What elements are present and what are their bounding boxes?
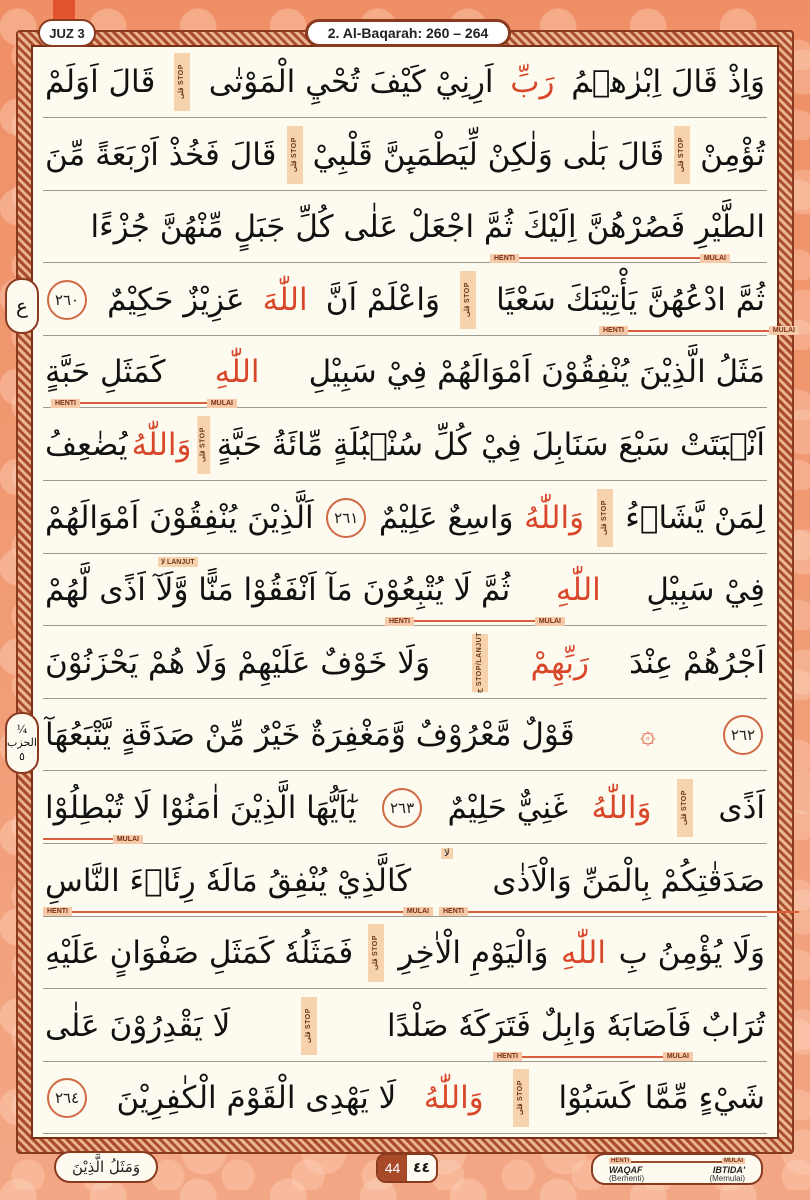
verse-text: وَلَا خَوْفٌ عَلَيْهِمْ وَلَا هُمْ يَحْزَنُوْنَ: [45, 644, 431, 681]
verse-text: وَاعْلَمْ اَنَّ: [325, 281, 440, 318]
verse-text: اَرِنِيْ كَيْفَ تُحْيِ الْمَوْتٰى: [208, 64, 494, 100]
juz-label: JUZ 3: [38, 19, 96, 47]
highlighted-word: وَاللّٰهُ: [423, 1080, 484, 1117]
waqf-line: [468, 911, 799, 913]
henti-tag: HENTI: [599, 326, 628, 335]
ayah-number-marker: ٢٦١: [326, 498, 366, 538]
surah-title: 2. Al-Baqarah: 260 – 264: [305, 19, 511, 47]
verse-text: لَا يَقْدِرُوْنَ عَلٰى: [45, 1007, 231, 1044]
ayah-number-marker: ٢٦٠: [47, 280, 87, 320]
verse-text: تُؤْمِنْ: [700, 136, 765, 173]
verse-text: لِمَنْ يَّشَاۤءُ: [625, 499, 765, 536]
verse-text: يٰٓاَيُّهَا الَّذِيْنَ اٰمَنُوْا لَا تُبْطِلُوْا: [45, 790, 357, 826]
hizb-word: الحزب: [7, 736, 37, 750]
henti-tag: HENTI: [493, 1052, 522, 1061]
waqf-ibtida-mark: [51, 397, 237, 409]
verse-text: قَالَ بَلٰى وَلٰكِنْ لِّيَطْمَىِٕنَّ قَلْبِيْ: [312, 136, 665, 173]
verse-text: اَذًى: [718, 790, 765, 826]
henti-tag: HENTI: [439, 907, 468, 916]
verse-text: ثُمَّ ادْعُهُنَّ يَأْتِيْنَكَ سَعْيًا: [496, 281, 765, 318]
highlighted-word: وَاللّٰهُ: [524, 499, 585, 536]
page-number-arabic: ٤٤: [407, 1155, 436, 1181]
mulai-tag: MULAI: [769, 326, 799, 335]
la-mark: لا: [441, 848, 453, 859]
stop-mark: STOP قلى: [460, 271, 476, 329]
highlighted-word: اللّٰهِ: [561, 935, 606, 972]
mulai-tag: MULAI: [207, 399, 237, 408]
verse-text: اَلَّذِيْنَ يُنْفِقُوْنَ اَمْوَالَهُمْ: [45, 499, 314, 536]
verse-text: الطَّيْرِ فَصُرْهُنَّ اِلَيْكَ ثُمَّ اجْعَلْ عَلٰى كُلِّ جَبَلٍ مِّنْهُنَّ جُزْءًا: [90, 209, 765, 246]
highlighted-word: وَاللّٰهُ: [131, 427, 192, 463]
text-line: [43, 483, 767, 554]
verse-text: وَلَا يُؤْمِنُ بِ: [618, 935, 765, 972]
mulai-tag: MULAI: [700, 254, 730, 263]
waqf-ibtida-mark: [599, 325, 799, 337]
stop-mark: STOP قلى: [301, 997, 317, 1055]
legend-henti-tag: HENTI: [611, 1158, 629, 1164]
verse-text: يُضٰعِفُ: [45, 427, 128, 463]
quran-page-text: [33, 47, 795, 1137]
verse-text: عَزِيْزٌ حَكِيْمٌ: [107, 281, 245, 318]
highlighted-word: اللّٰهِ: [555, 572, 601, 609]
hizb-marker: [5, 712, 39, 774]
verse-text: غَنِيٌّ حَلِيْمٌ: [447, 790, 569, 826]
stop-mark: STOP قلى: [513, 1069, 529, 1127]
verse-text: كَالَّذِيْ يُنْفِقُ مَالَهٗ رِئَاۤءَ النَّاسِ: [45, 862, 412, 899]
waqf-line: [43, 838, 113, 840]
verse-text: وَاسِعٌ عَلِيْمٌ: [378, 499, 514, 536]
mulai-tag: MULAI: [113, 835, 143, 844]
waqf-ibtida-mark: [493, 1051, 693, 1063]
henti-tag: HENTI: [385, 617, 414, 626]
mulai-tag: MULAI: [535, 617, 565, 626]
waqf-line: [628, 330, 769, 332]
legend-waqaf: WAQAF: [609, 1165, 643, 1175]
highlighted-word: اللّٰهِ: [214, 354, 260, 391]
text-line: [43, 410, 767, 481]
highlighted-word: اللّٰهَ: [262, 281, 308, 318]
verse-text: ثُمَّ لَا يُتْبِعُوْنَ مَآ اَنْفَقُوْا مَنًّا وَّلَآ اَذًى لَّهُمْ: [45, 572, 511, 609]
text-line: [43, 700, 767, 771]
legend-ibtida: IBTIDA': [712, 1165, 745, 1175]
verse-text: كَمَثَلِ حَبَّةٍ: [45, 354, 166, 391]
henti-tag: HENTI: [43, 907, 72, 916]
verse-text: فِيْ سَبِيْلِ: [646, 572, 765, 609]
verse-text: اَنْۢبَتَتْ سَبْعَ سَنَابِلَ فِيْ كُلِّ سُنْۢبُلَةٍ مِّائَةُ حَبَّةٍ: [216, 427, 765, 463]
mulai-tag: MULAI: [663, 1052, 693, 1061]
henti-tag: HENTI: [490, 254, 519, 263]
stop-mark: STOP قلى: [597, 489, 613, 547]
waqf-line: [72, 911, 403, 913]
verse-text: فَمَثَلُهٗ كَمَثَلِ صَفْوَانٍ عَلَيْهِ: [45, 935, 354, 972]
ayah-number-marker: ٢٦٤: [47, 1078, 87, 1118]
sajdah-ornament-icon: ۞: [640, 720, 656, 751]
verse-text: اَجْرُهُمْ عِنْدَ: [629, 644, 765, 681]
waqf-line: [522, 1056, 663, 1058]
page-number-latin: 44: [378, 1155, 407, 1181]
highlighted-word: رَبِّ: [510, 64, 555, 100]
text-line: [43, 1063, 767, 1134]
hizb-number: ٥: [19, 749, 25, 763]
waqf-ibtida-mark: [490, 252, 730, 264]
stop-mark: STOP قلى: [287, 126, 303, 184]
page-number: [376, 1153, 438, 1183]
legend-mulai-tag: MULAI: [724, 1158, 743, 1164]
next-page-catchword: [54, 1151, 158, 1183]
stop-lanjut-mark: STOP/LANJUT ج: [472, 634, 488, 692]
legend-waqaf-sub: (Berhenti): [609, 1174, 645, 1183]
text-line: [43, 120, 767, 191]
ain-symbol: ع: [16, 294, 28, 318]
waqf-line: [80, 402, 207, 404]
verse-text: قَالَ اَوَلَمْ: [45, 64, 156, 100]
text-line: [43, 773, 767, 844]
catchword-text: وَمَثَلُ الَّذِيْنَ: [71, 1158, 141, 1176]
mulai-tag: MULAI: [403, 907, 433, 916]
verse-text: تُرَابٌ فَاَصَابَهٗ وَابِلٌ فَتَرَكَهٗ صَلْدًا: [386, 1007, 765, 1044]
verse-text: شَيْءٍ مِّمَّا كَسَبُوْا: [558, 1080, 765, 1117]
stop-mark: STOP قلى: [174, 53, 190, 111]
highlighted-word: رَبِّهِمْ: [530, 644, 589, 681]
hizb-fraction: ¼: [16, 723, 28, 737]
henti-tag: HENTI: [51, 399, 80, 408]
waqf-line: [414, 620, 535, 622]
verse-text: قَالَ فَخُذْ اَرْبَعَةً مِّنَ: [45, 136, 277, 173]
verse-text: لَا يَهْدِى الْقَوْمَ الْكٰفِرِيْنَ: [116, 1080, 397, 1117]
verse-text: وَالْيَوْمِ الْاٰخِرِ: [398, 935, 549, 972]
text-line: [43, 628, 767, 699]
stop-mark: STOP قلى: [674, 126, 690, 184]
ayah-number-marker: ٢٦٢: [723, 715, 763, 755]
stop-mark: STOP قلى: [368, 924, 384, 982]
verse-text: صَدَقٰتِكُمْ بِالْمَنِّ وَالْاَذٰى: [492, 862, 765, 899]
waqf-ibtida-mark: [43, 906, 433, 918]
ruku-marker: [5, 278, 39, 334]
verse-text: وَاِذْ قَالَ اِبْرٰهٖمُ: [571, 64, 765, 100]
ayah-number-marker: ٢٦٣: [382, 788, 422, 828]
text-line: [43, 918, 767, 989]
waqf-ibtida-mark: [439, 906, 799, 918]
waqf-legend: [591, 1153, 763, 1185]
verse-text: قَوْلٌ مَّعْرُوْفٌ وَّمَغْفِرَةٌ خَيْرٌ مِّنْ صَدَقَةٍ يَّتْبَعُهَآ: [45, 717, 575, 754]
text-line: [43, 47, 767, 118]
lanjut-mark: لا LANJUT: [158, 557, 198, 567]
stop-mark: STOP قلى: [197, 416, 210, 474]
waqf-ibtida-mark: [43, 833, 143, 845]
highlighted-word: وَاللّٰهُ: [591, 790, 652, 826]
waqf-ibtida-mark: [385, 615, 565, 627]
legend-ibtida-sub: (Memulai): [709, 1174, 745, 1183]
verse-text: مَثَلُ الَّذِيْنَ يُنْفِقُوْنَ اَمْوَالَهُمْ فِيْ سَبِيْلِ: [308, 354, 765, 391]
stop-mark: STOP قلى: [677, 779, 693, 837]
waqf-line: [519, 257, 700, 259]
